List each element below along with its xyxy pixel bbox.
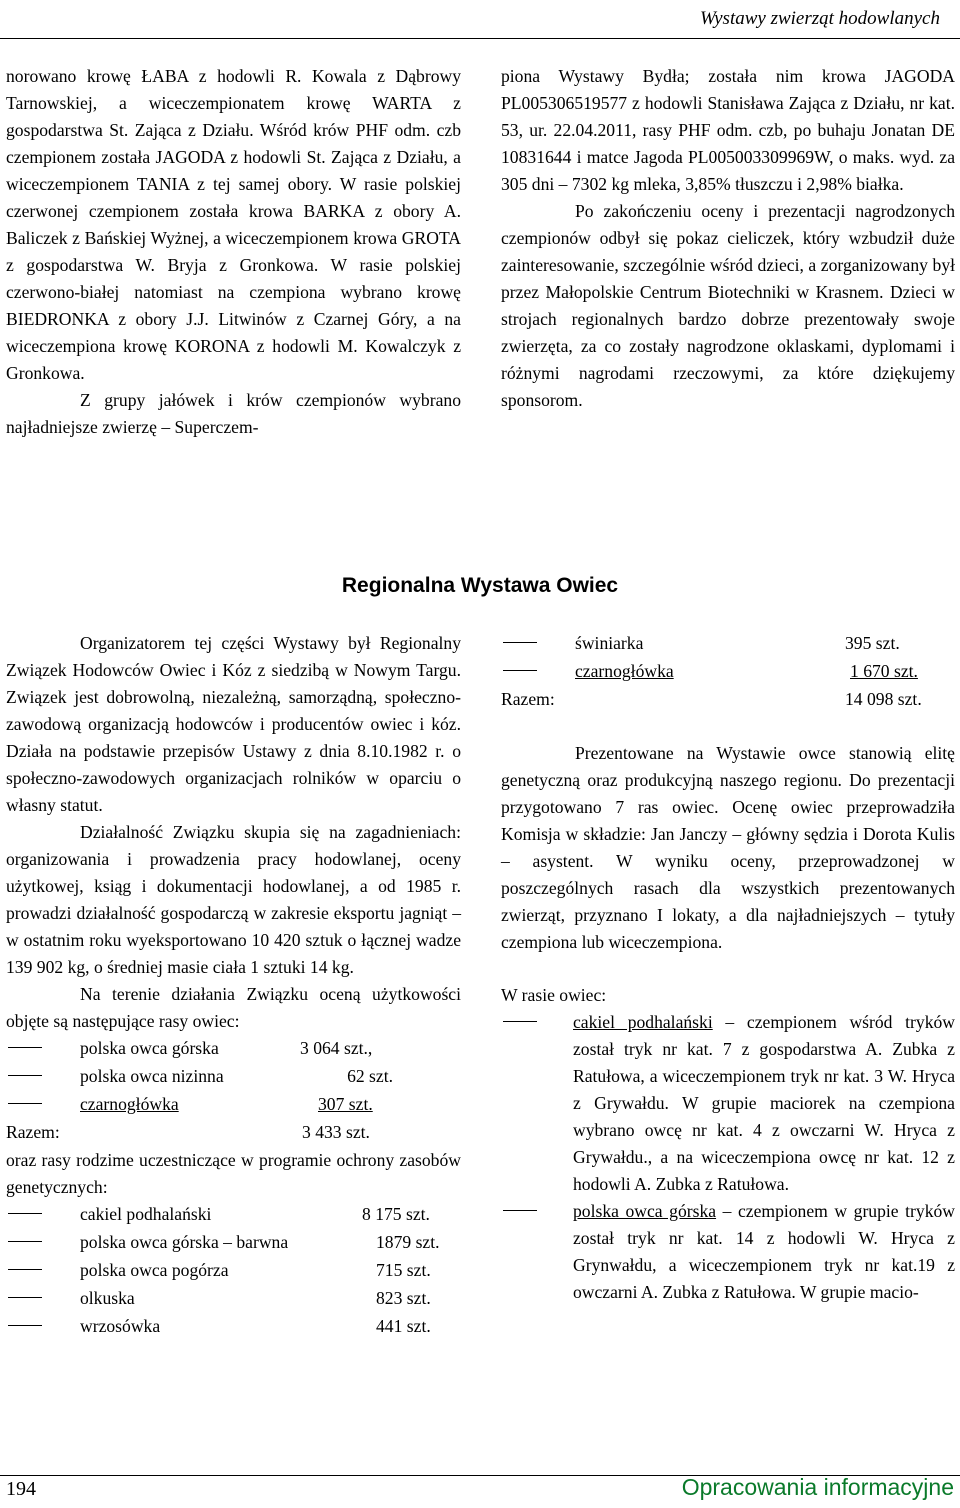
breed-name: świniarka	[575, 633, 644, 653]
breed-name: cakiel podhalański	[80, 1204, 212, 1224]
breed-name: polska owca górska	[573, 1201, 717, 1221]
breed-name: polska owca górska – barwna	[80, 1232, 289, 1252]
dash-bullet	[6, 1257, 80, 1284]
list-item	[501, 658, 955, 686]
breed-entry-underlined	[80, 1091, 390, 1118]
breed-name: polska owca górska	[80, 1038, 219, 1058]
breed-description: – czempionem wśród tryków został tryk nr kat. 7 z gospodarstwa A. Zubka z Ratułowa, a wiceczempionem tryk nr kat. 3 W. Hryca z Grywałdu. W grupie maciorek na czempiona wybrano owcę nr kat. 4 z owczarni W. Hryca z Grywałdu., a na wiceczempiona owcę nr kat. 12 z hodowli A. Zubka z Ratułowa.	[573, 1012, 956, 1194]
list-item	[6, 1063, 461, 1091]
dash-bullet	[6, 1229, 80, 1256]
dash-bullet	[6, 1201, 80, 1228]
dash-bullet	[501, 1009, 573, 1198]
running-header: Wystawy zwierząt hodowlanych	[700, 8, 940, 29]
breed-list-native-cont	[501, 630, 955, 686]
footer-title: Opracowania informacyjne	[681, 1474, 954, 1500]
top-left-column	[6, 63, 461, 441]
paragraph: oraz rasy rodzime uczestniczące w programie ochrony zasobów genetycznych:	[6, 1150, 461, 1197]
breed-count: 307 szt.	[318, 1094, 373, 1114]
page-number: 194	[6, 1478, 36, 1500]
list-item	[501, 1009, 955, 1198]
list-item	[501, 1198, 955, 1306]
list-item-text	[573, 1009, 955, 1198]
total-label: Razem:	[6, 1122, 60, 1142]
list-item-text	[573, 1198, 955, 1306]
dash-bullet	[6, 1285, 80, 1312]
header-divider	[0, 38, 960, 39]
list-item	[6, 1285, 461, 1313]
total-value: 3 433 szt.	[302, 1122, 370, 1142]
dash-bullet	[501, 630, 575, 657]
breed-count: 715 szt.	[376, 1260, 431, 1280]
dash-bullet	[6, 1035, 80, 1062]
list-item	[6, 1035, 461, 1063]
paragraph: Organizatorem tej części Wystawy był Regionalny Związek Hodowców Owiec i Kóz z siedzibą w Nowym Targu. Związek jest dobrowolną, niezależną, samorządną, społeczno-zawodową organizacją hodowców i producentów owiec i kóz. Działa na podstawie przepisów Ustawy z dnia 8.10.1982 r. o społeczno-zawodowych organizacjach rolników w oparciu o własny statut.	[6, 633, 461, 815]
dash-bullet	[501, 1198, 573, 1306]
total-row	[6, 1119, 461, 1147]
breed-name: olkuska	[80, 1288, 135, 1308]
breed-name: wrzosówka	[80, 1316, 161, 1336]
paragraph: Działalność Związku skupia się na zagadnieniach: organizowania i prowadzenia pracy hodowlanej, oceny użytkowej, ksiąg i dokumentacji hodowlanej, a od 1985 r. prowadzi działalność gospodarczą w zakresie eksportu jagniąt – w ostatnim roku wyeksportowano 10 420 sztuk o łącznej wadze 139 902 kg, o średniej masie ciała 1 sztuki 14 kg.	[6, 822, 461, 977]
breed-count: 1 670 szt.	[850, 661, 918, 681]
paragraph: Na terenie działania Związku oceną użytkowości objęte są następujące rasy owiec:	[6, 984, 461, 1031]
section-title: Regionalna Wystawa Owiec	[341, 574, 619, 597]
breed-name: polska owca pogórza	[80, 1260, 229, 1280]
paragraph: W rasie owiec:	[501, 985, 607, 1005]
list-item	[501, 630, 955, 658]
breed-count: 441 szt.	[376, 1316, 431, 1336]
breed-count: 62 szt.	[347, 1066, 393, 1086]
breed-count: 3 064 szt.,	[300, 1038, 373, 1058]
breed-list-native	[6, 1201, 461, 1341]
breed-list-evaluated	[6, 1035, 461, 1119]
dash-bullet	[6, 1313, 80, 1340]
breed-description: – czempionem w grupie tryków został tryk nr kat. 14 z hodowli W. Hryca z Grynwałdu, a wiceczempionem tryk nr kat.19 z owczarni A. Zubka z Ratułowa. W grupie macio-	[573, 1201, 955, 1302]
list-item	[6, 1257, 461, 1285]
paragraph: norowano krowę ŁABA z hodowli R. Kowala z Dąbrowy Tarnowskiej, a wiceczempionatem krowę WARTA z gospodarstwa St. Zająca z Działu. Wśród krów PHF odm. czb czempionem została JAGODA z hodowli St. Zająca z Działu, a wiceczempionem TANIA z tej samej obory. W rasie polskiej czerwonej czempionem została krowa BARKA z obory A. Baliczek z Bańskiej Wyżnej, a wiceczempionem krowa GROTA z gospodarstwa W. Bryja z Gronkowa. W rasie polskiej czerwono-białej natomiast na czempiona wybrano krowę BIEDRONKA z obory J.J. Litwinów z Czarnej Góry, a na wiceczempiona krowę KORONA z hodowli M. Kowalczyk z Gronkowa.	[6, 66, 461, 383]
breed-name: czarnogłówka	[575, 661, 674, 681]
total-row	[501, 686, 955, 714]
list-item	[6, 1229, 461, 1257]
breed-name: polska owca nizinna	[80, 1066, 224, 1086]
total-label: Razem:	[501, 689, 555, 709]
total-value: 14 098 szt.	[845, 689, 922, 709]
list-item	[6, 1091, 461, 1119]
dash-bullet	[501, 658, 575, 685]
paragraph: Z grupy jałówek i krów czempionów wybrano najładniejsze zwierzę – Superczem-	[6, 390, 461, 437]
list-item	[6, 1201, 461, 1229]
dash-bullet	[6, 1063, 80, 1090]
paragraph: Po zakończeniu oceny i prezentacji nagrodzonych czempionów odbył się pokaz cieliczek, który wzbudził duże zainteresowanie, szczególnie wśród dzieci, a zorganizowany był przez Małopolskie Centrum Biotechniki w Krasnem. Dzieci w strojach regionalnych bardzo dobrze prezentowały swoje zwierzęta, za co zostały nagrodzone oklaskami, dyplomami i różnymi nagrodami rzeczowymi, za które dziękujemy sponsorom.	[501, 201, 955, 410]
breed-name: czarnogłówka	[80, 1094, 179, 1114]
dash-bullet	[6, 1091, 80, 1118]
breed-count: 823 szt.	[376, 1288, 431, 1308]
breed-count: 8 175 szt.	[362, 1204, 430, 1224]
bottom-right-column	[501, 630, 955, 1306]
list-item	[6, 1313, 461, 1341]
breed-count: 395 szt.	[845, 633, 900, 653]
paragraph: Prezentowane na Wystawie owce stanowią elitę genetyczną oraz produkcyjną naszego regionu. Do prezentacji przygotowano 7 ras owiec. Ocenę owiec przeprowadziła Komisja w składzie: Jan Janczy – główny sędzia i Dorota Kulis – asystent. W wyniku oceny, przeprowadzonej w poszczególnych rasach dla wszystkich prezentowanych zwierząt, przyznano I lokaty, a dla najładniejszych – tytuły czempiona lub wiceczempiona.	[501, 743, 955, 952]
paragraph: piona Wystawy Bydła; została nim krowa JAGODA PL005306519577 z hodowli Stanisława Zająca z Działu, nr kat. 53, ur. 22.04.2011, rasy PHF odm. czb, po buhaju Jonatan DE 10831644 i matce Jagoda PL005003309969W, o maks. wyd. za 305 dni – 7302 kg mleka, 3,85% tłuszczu i 2,98% białka.	[501, 66, 955, 194]
breed-count: 1879 szt.	[376, 1232, 440, 1252]
top-right-column	[501, 63, 955, 414]
bottom-left-column	[6, 630, 461, 1341]
breed-name: cakiel podhalański	[573, 1012, 713, 1032]
breed-entry-underlined	[575, 658, 945, 685]
